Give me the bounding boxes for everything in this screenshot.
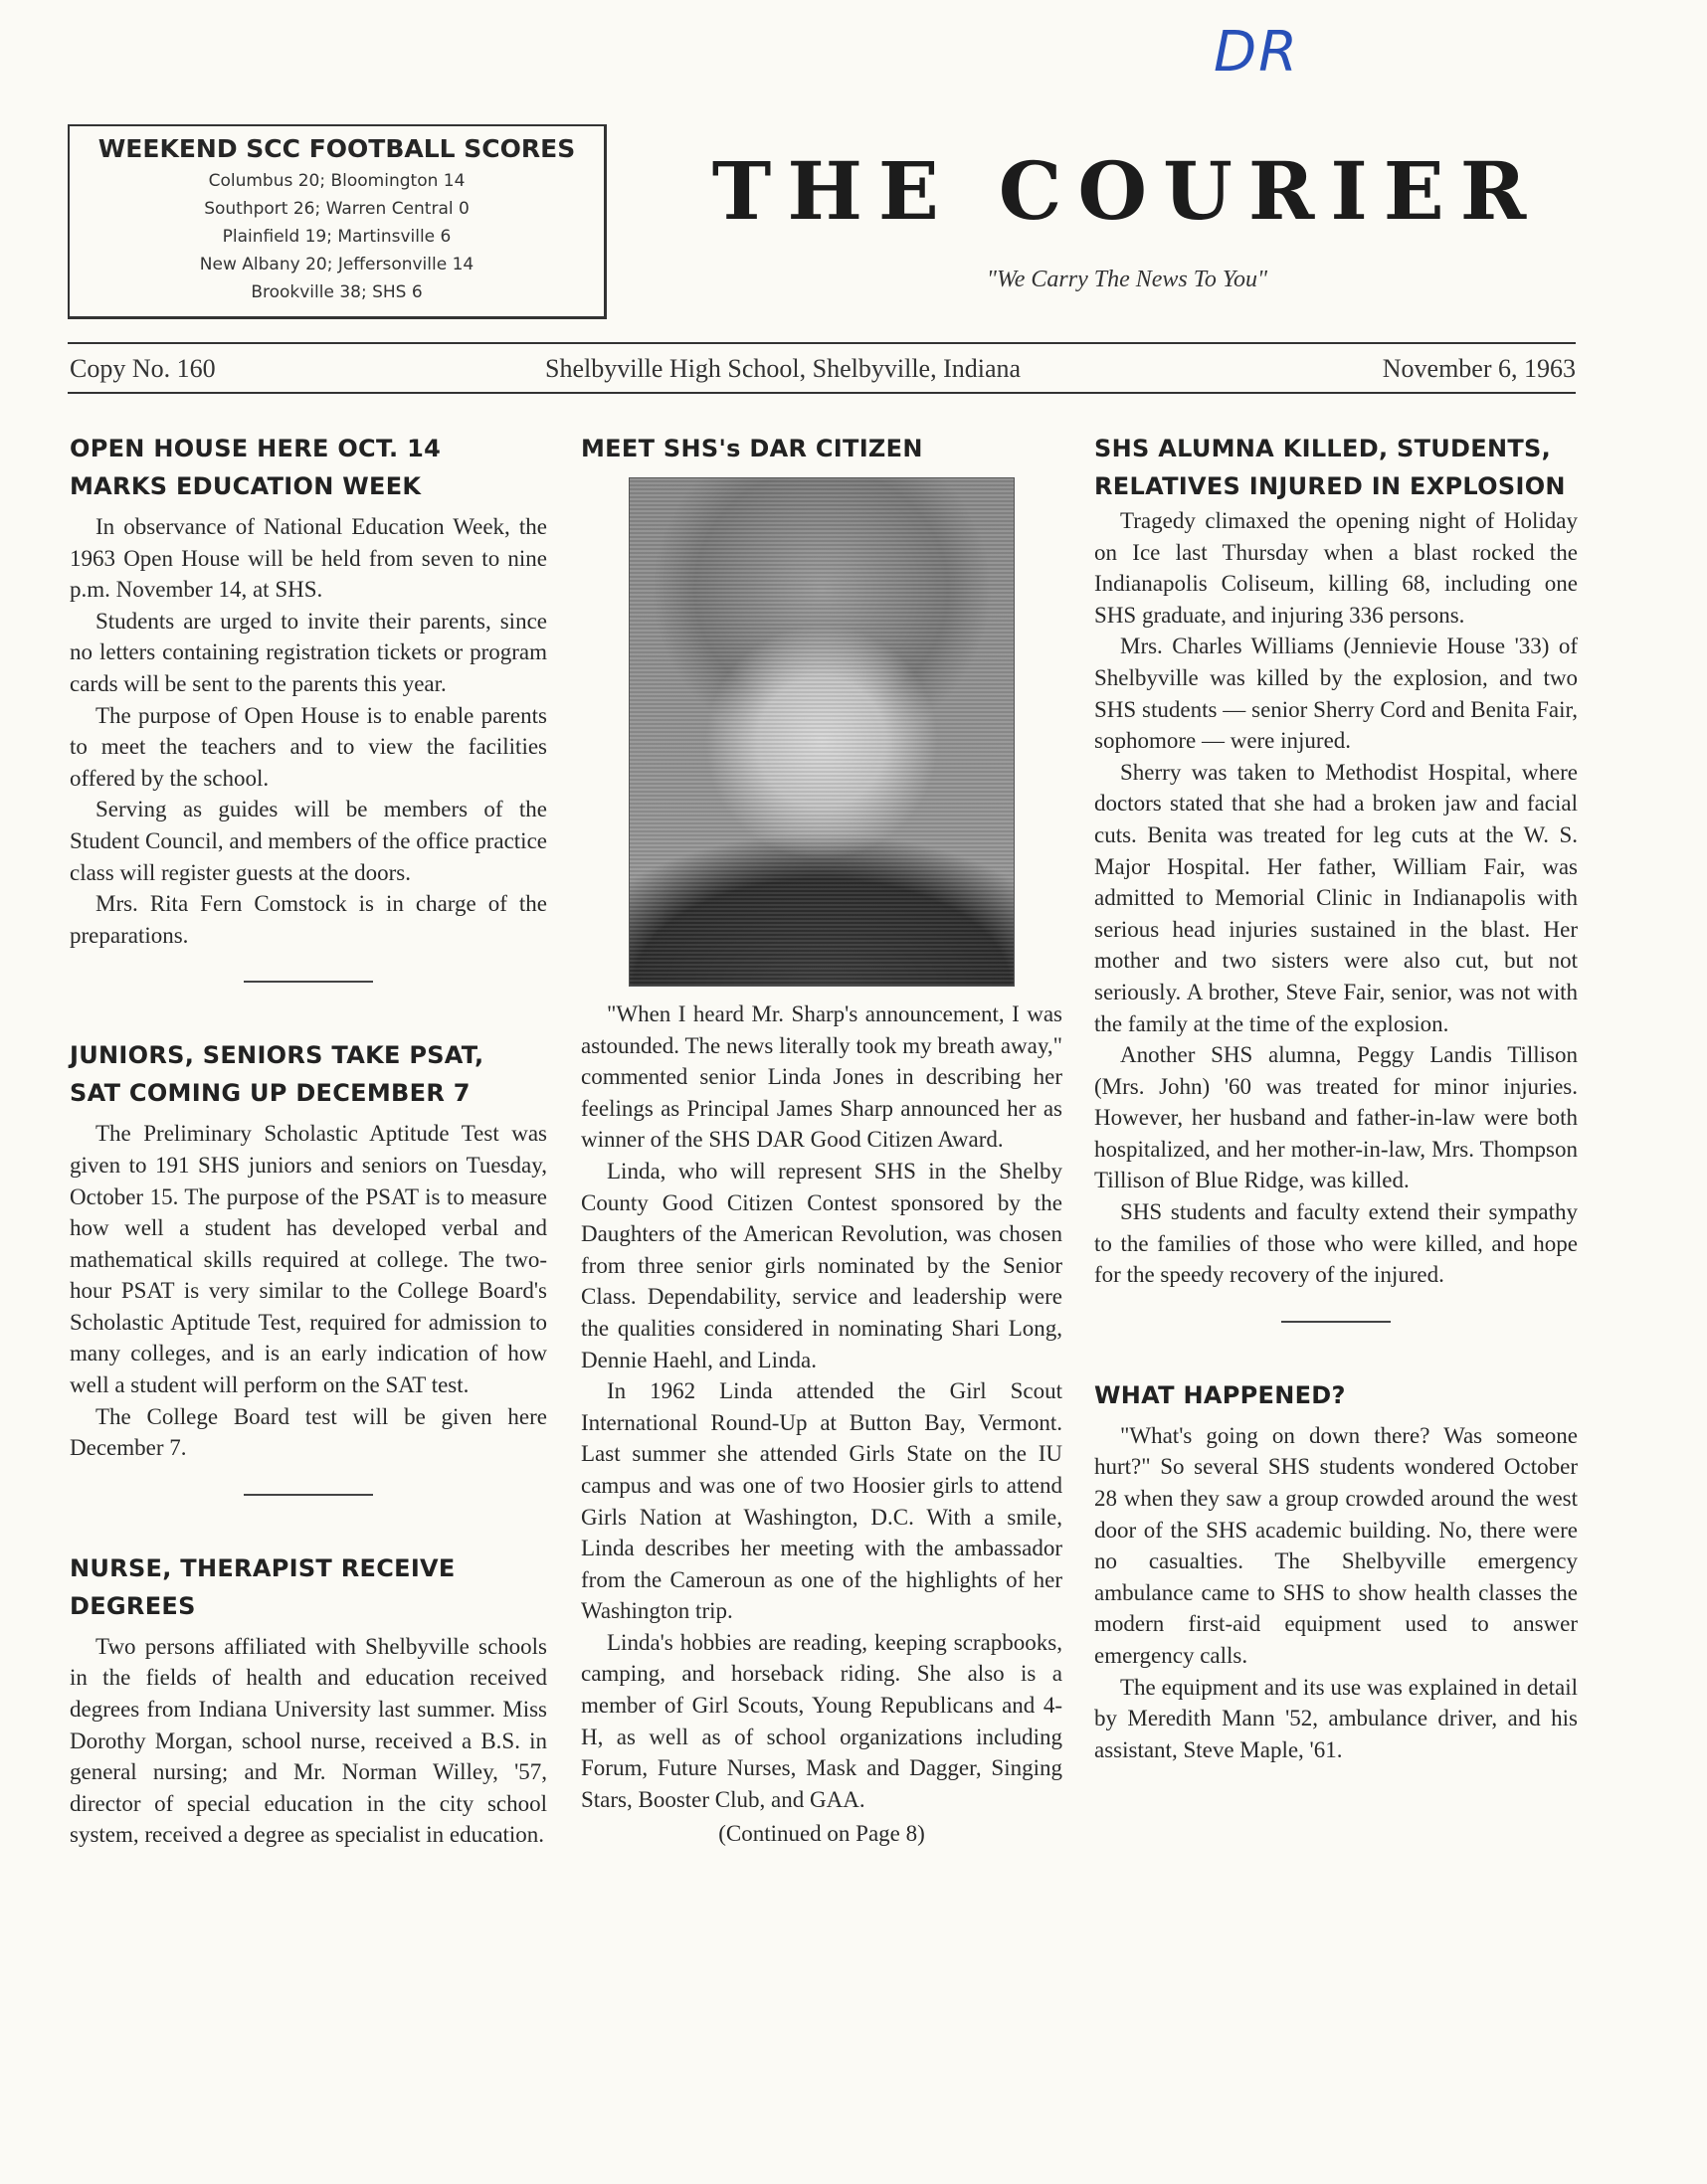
paragraph: Sherry was taken to Methodist Hospital, where doctors stated that she had a broken jaw and facial cuts. Benita was treated for leg cuts at the W. S. Major Hospital. Her father, William Fair, was admitted to Memorial Clinic in Indianapolis with serious head injuries sustained in the blast. Her mother and two sisters were also cut, but not seriously. A brother, Steve Fair, senior, was not with the family at the time of the explosion.	[1094, 759, 1578, 1036]
newspaper-title: THE COURIER	[711, 144, 1543, 238]
handwritten-initials: DR	[1214, 20, 1300, 85]
article-what-happened	[1094, 1376, 1578, 1766]
headline: WHAT HAPPENED?	[1094, 1380, 1346, 1409]
article-separator	[244, 981, 373, 983]
headline: RELATIVES INJURED IN EXPLOSION	[1094, 472, 1566, 500]
paragraph: "What's going on down there? Was someone hurt?" So several SHS students wondered October 28 when they saw a group crowded around the west door of the SHS academic building. No, there were no casualties. The Shelbyville emergency ambulance came to SHS to show health classes the modern first-aid equipment used to answer emergency calls.	[1094, 1422, 1578, 1668]
score-line: Columbus 20; Bloomington 14	[208, 171, 466, 191]
headline: MEET SHS's DAR CITIZEN	[581, 435, 923, 462]
paragraph: Students are urged to invite their parents, since no letters containing registration tickets or program cards will be sent to the parents this year.	[70, 608, 547, 696]
top-rule	[68, 342, 1576, 344]
scorebox-title: WEEKEND SCC FOOTBALL SCORES	[97, 134, 576, 163]
paragraph: Serving as guides will be members of the Student Council, and members of the office practice class will register guests at the doors.	[70, 797, 547, 885]
paragraph: Mrs. Charles Williams (Jennievie House '33) of Shelbyville was killed by the explosion, and two SHS students — senior Sherry Cord and Benita Fair, sophomore — were injured.	[1094, 634, 1578, 754]
issue-date: November 6, 1963	[1382, 354, 1576, 383]
issue-info-bar	[70, 354, 1576, 390]
paragraph: The purpose of Open House is to enable parents to meet the teachers and to view the facilities offered by the school.	[70, 702, 547, 791]
article-psat	[70, 1036, 547, 1464]
article-separator	[244, 1494, 373, 1496]
score-line: Southport 26; Warren Central 0	[204, 199, 470, 219]
football-scores-box	[68, 124, 607, 319]
paragraph: The equipment and its use was explained in detail by Meredith Mann '52, ambulance driver, and his assistant, Steve Maple, '61.	[1094, 1674, 1578, 1762]
column-left	[70, 430, 547, 1851]
paragraph: Tragedy climaxed the opening night of Holiday on Ice last Thursday when a blast rocked the Indianapolis Coliseum, killing 68, including one SHS graduate, and injuring 336 persons.	[1094, 508, 1578, 628]
paragraph: The Preliminary Scholastic Aptitude Test was given to 191 SHS juniors and seniors on Tuesday, October 15. The purpose of the PSAT is to measure how well a student has developed verbal and mathematical skills required at college. The two-hour PSAT is very similar to the College Board's Scholastic Aptitude Test, required for admission to many colleges, and is an early indication of how well a student will perform on the SAT test.	[70, 1121, 547, 1398]
score-line: New Albany 20; Jeffersonville 14	[199, 255, 474, 274]
article-separator	[1281, 1321, 1391, 1323]
newspaper-motto: "We Carry The News To You"	[986, 267, 1268, 292]
article-explosion	[1094, 430, 1578, 1291]
article-open-house	[70, 430, 547, 951]
paragraph: "When I heard Mr. Sharp's announcement, I was astounded. The news literally took my breath away," commented senior Linda Jones in describing her feelings as Principal James Sharp announced her as winner of the SHS DAR Good Citizen Award.	[581, 1001, 1062, 1153]
column-middle	[581, 430, 1062, 1847]
score-line: Plainfield 19; Martinsville 6	[222, 227, 452, 247]
paragraph: In 1962 Linda attended the Girl Scout International Round-Up at Button Bay, Vermont. Last summer she attended Girls State on the IU campus and was one of two Hoosier girls to attend Girls Nation at Washington, D.C. With a smile, Linda describes her meeting with the ambassador from the Cameroun as one of the highlights of her Washington trip.	[581, 1378, 1062, 1624]
paragraph: SHS students and faculty extend their sympathy to the families of those who were killed, and hope for the speedy recovery of the injured.	[1094, 1199, 1578, 1288]
paragraph: Two persons affiliated with Shelbyville schools in the fields of health and education received degrees from Indiana University last summer. Miss Dorothy Morgan, school nurse, received a B.S. in general nursing; and Mr. Norman Willey, '57, director of special education in the city school system, received a degree as specialist in education.	[70, 1633, 547, 1848]
headline: MARKS EDUCATION WEEK	[70, 472, 422, 500]
bottom-rule	[68, 392, 1576, 394]
school-name: Shelbyville High School, Shelbyville, Indiana	[545, 354, 1022, 383]
paragraph: The College Board test will be given here December 7.	[70, 1403, 547, 1461]
headline: JUNIORS, SENIORS TAKE PSAT,	[70, 1041, 484, 1070]
score-line: Brookville 38; SHS 6	[251, 282, 423, 302]
paragraph: Linda's hobbies are reading, keeping scrapbooks, camping, and horseback riding. She also is a member of Girl Scouts, Young Republicans and 4-H, as well as of school organizations including Forum, Future Nurses, Mask and Dagger, Singing Stars, Booster Club, and GAA.	[581, 1629, 1062, 1812]
copy-number: Copy No. 160	[70, 354, 216, 383]
paragraph: Linda, who will represent SHS in the Shelby County Good Citizen Contest sponsored by the Daughters of the American Revolution, was chosen from three senior girls nominated by the Senior Class. Dependability, service and leadership were the qualities considered in nominating Shari Long, Dennie Haehl, and Linda.	[581, 1158, 1062, 1372]
paragraph: Mrs. Rita Fern Comstock is in charge of the preparations.	[70, 891, 547, 948]
article-nurse	[70, 1549, 547, 1851]
column-right	[1094, 430, 1578, 1765]
paragraph: Another SHS alumna, Peggy Landis Tillison (Mrs. John) '60 was treated for minor injuries. However, her husband and father-in-law were both hospitalized, and her mother-in-law, Mrs. Thompson Tillison of Blue Ridge, was killed.	[1094, 1042, 1578, 1193]
headline: SAT COMING UP DECEMBER 7	[70, 1079, 471, 1108]
paragraph: In observance of National Education Week, the 1963 Open House will be held from seven to nine p.m. November 14, at SHS.	[70, 514, 547, 603]
headline: SHS ALUMNA KILLED, STUDENTS,	[1094, 435, 1552, 462]
continued-note: (Continued on Page 8)	[718, 1821, 925, 1847]
headline: OPEN HOUSE HERE OCT. 14	[70, 435, 442, 462]
headline: NURSE, THERAPIST RECEIVE DEGREES	[70, 1553, 456, 1620]
article-dar-citizen	[581, 430, 1062, 1847]
portrait-photo	[629, 477, 1015, 987]
